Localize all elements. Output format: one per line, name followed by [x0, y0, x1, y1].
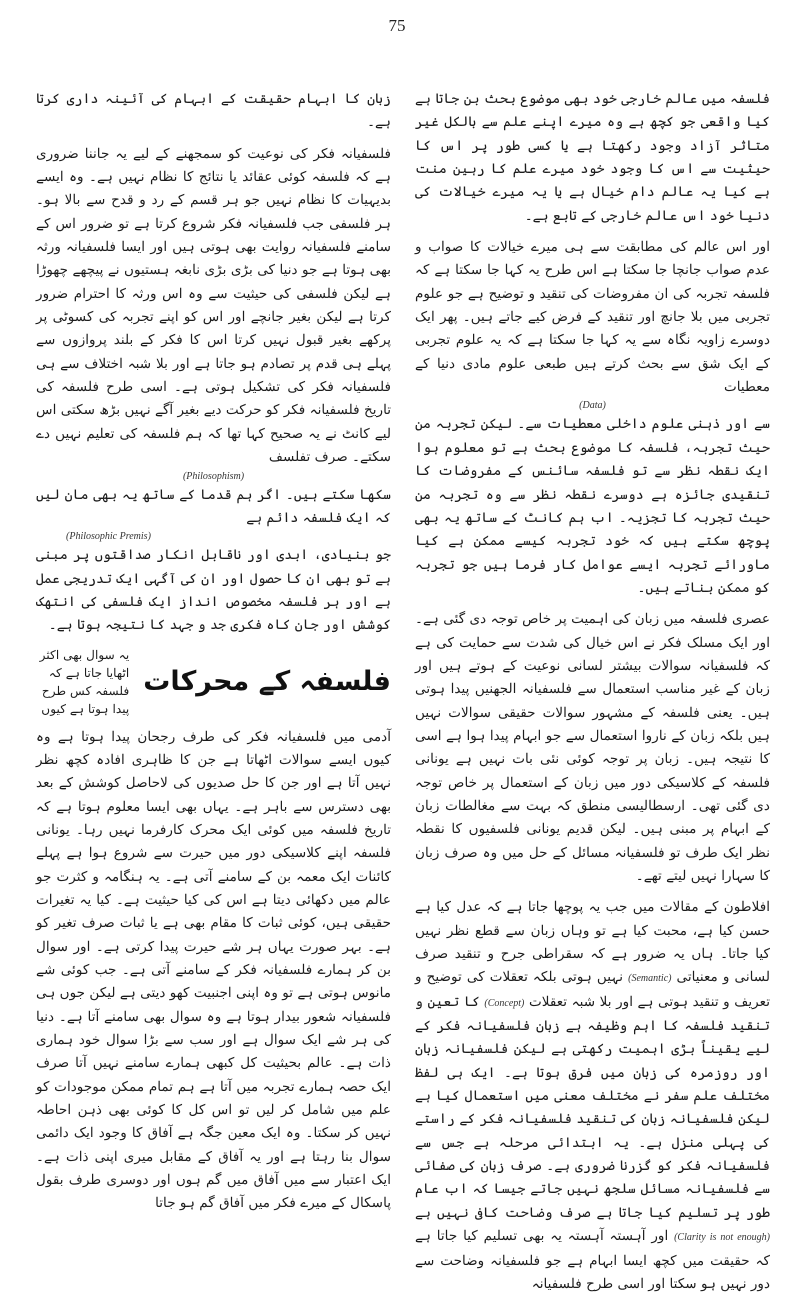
paragraph: [415, 236, 770, 399]
paragraph: زبان کا ابہام حقیقت کے ابہام کی آئینہ داری کرتا ہے۔: [36, 91, 391, 131]
paragraph: آدمی میں فلسفیانہ فکر کی طرف رجحان پیدا ہوتا ہے وہ کیوں ایسے سوالات اٹھاتا ہے جن کا ظاہری افادہ کچھ نظر نہیں آتا ہے اور جن کا حل صدیوں کی لاحاصل کوشش کے بعد بھی دسترس سے باہر ہے۔ یہاں بھی ایسا معلوم ہوتا ہے کہ تاریخ فلسفہ میں کوئی ایک محرک کارفرما نہیں رہا۔ یونانی فلسفہ اپنے کلاسیکی دور میں حیرت سے شروع ہوا ہے پہلے کائنات ایک معمہ بن کے سامنے آتی ہے۔ یہ ہنگامہ و کثرت جو عالم میں دکھائی دیتا ہے اس کی کیا حیثیت ہے۔ کیا یہ تغیرات حقیقی ہیں، کوئی ثبات کا مقام بھی ہے یا ثبات صرف تغیر کو ہے۔ بہر صورت یہاں ہر شے حیرت پیدا کرتی ہے۔ اور سوال بن کر ہمارے فلسفیانہ فکر کے سامنے آتی ہے۔ جب کوئی شے مانوس ہوتی ہے تو وہ اپنی اجنبیت کھو دیتی ہے لیکن جوں ہی فلسفیانہ شعور بیدار ہوتا ہے وہ سوال بھی سامنے آتا ہے۔ دنیا کی ہر شے ایک سوال ہے اور سب سے بڑا سوال خود ہماری ذات ہے۔ عالم بحیثیت کل کبھی ہمارے سامنے نہیں آتا صرف ایک حصہ ہمارے تجربہ میں آتا ہے ہم تمام ممکن موجودات کو علم میں شامل کر لیں تو اس کل کا کوئی بھی ذہن احاطہ نہیں کر سکتا۔ وہ ایک معین جگہ ہے آفاق کا وجود ایک دائمی سوال بنا رہتا ہے اور یہ آفاق کے مقابل میری اپنی ذات ہے۔ ایک اعتبار سے میں آفاق میں گم ہوں اور دوسری طرف بقول پاسکال کے میرے فکر میں آفاق گم ہو جاتا: [36, 728, 391, 1212]
paragraph: جو بنیادی، ابدی اور ناقابل انکار صداقتوں پر مبنی ہے تو بھی ان کا حصول اور ان کی آگہی ایک تدریجی عمل ہے اور ہر فلسفہ مخصوص انداز ایک فلسفی کی انتھک کوشش اور جان کاہ فکری جد و جہد کا نتیجہ ہوتا ہے۔: [36, 547, 391, 634]
paragraph: [36, 143, 391, 470]
english-gloss-data: (Data): [579, 400, 606, 412]
paragraph-text: فلسفیانہ فکر کی نوعیت کو سمجھنے کے لیے یہ جاننا ضروری ہے کہ فلسفہ کوئی عقائد یا نتائج کا نظام نہیں ہے۔ وہ ایسے بدیہیات کا نظام نہیں جو ہر قسم کے رد و قدح سے بالا ہو۔ ہر فلسفی جب فلسفیانہ فکر شروع کرتا ہے تو ضرور اس کے سامنے فلسفیانہ روایت بھی ہوتی ہیں اور ایسا فلسفیانہ ورثہ بھی ہوتا ہے جو دنیا کی بڑی بڑی نابغہ ہستیوں نے پیچھے چھوڑا ہے لیکن فلسفی کی حیثیت سے وہ اس ورثہ کا احترام ضرور کرتا ہے لیکن بغیر جانچے اور اس کو اپنے تجربہ کی کسوٹی پر پرکھے بغیر قبول نہیں کرتا اس کا فکر کے بلند پروازوں سے پہلے ہی قدم پر تصادم ہو جاتا ہے اور بلا شبہ اختلاف سے ہی فلسفیانہ فکر کی تشکیل ہوتی ہے۔ اسی طرح فلسفہ کی تاریخ فلسفیانہ فکر کو حرکت دیے بغیر آگے نہیں بڑھ سکتی اس لیے کانٹ نے یہ صحیح کہا تھا کہ ہم فلسفہ کی تعلیم نہیں دے سکتے۔ صرف تفلسف: [36, 145, 391, 466]
paragraph-text: افلاطون کے مقالات میں جب یہ پوچھا جاتا ہے کہ عدل کیا ہے حسن کیا ہے، محبت کیا ہے تو وہاں زبان سے قطع نظر نہیں کیا جاتا۔ ہاں یہ ضرور ہے کہ سقراطی جرح و تنقید صرف لسانی و معنیاتی: [415, 899, 771, 986]
paragraph: سکھا سکتے ہیں۔ اگر ہم قدما کے ساتھ یہ بھی مان لیں کہ ایک فلسفہ دائم ہے: [36, 486, 391, 526]
section-heading-row: [36, 646, 391, 718]
english-gloss-semantic: (Semantic): [628, 973, 672, 985]
paragraph: عصری فلسفہ میں زبان کی اہمیت پر خاص توجہ دی گئی ہے۔ اور ایک مسلک فکر نے اس خیال کی شدت سے حمایت کی ہے کہ فلسفیانہ سوالات بیشتر لسانی نوعیت کے ہوتے ہیں اور زبان کے غیر مناسب استعمال سے فلسفیانہ الجھنیں پیدا ہوتی ہیں۔ یعنی فلسفہ کے مشہور سوالات حقیقی سوالات نہیں ہیں بلکہ زبان کے ناروا استعمال سے جو ابہام پیدا ہوا ہے اسی کا نتیجہ ہیں۔ زبان پر توجہ کوئی نئی بات نہیں ہے یونانی فلسفہ کے کلاسیکی دور میں زبان کے استعمال پر خاص توجہ دی گئی تھی۔ ارسطالیسی منطق کہ بہت سے مغالطات زبان کے ابہام پر مبنی ہیں۔ لیکن قدیم یونانی فلسفیوں کا نقطہ نظر ایک طرف تو فلسفیانہ مسائل کے حل میں وہ صرف زبان کا سہارا نہیں لیتے تھے۔: [415, 611, 770, 884]
paragraph-text: اور آہستہ آہستہ یہ بھی تسلیم کیا جاتا ہے کہ حقیقت میں کچھ ایسا ابہام ہے جو فلسفیانہ وضاحت سے دور نہیں ہو سکتا اور اسی طرح فلسفیانہ: [415, 1228, 770, 1292]
paragraph-text: اور اس عالم کی مطابقت سے ہی میرے خیالات کا صواب و عدم صواب جانچا جا سکتا ہے اس طرح یہ کہا جا سکتا ہے کہ فلسفہ تجربہ کی ان مفروضات کی تنقید و توضیح ہے جو علوم تجربی میں بلا جانچ اور تنقید کے فرض کیے جاتے ہیں۔ پھر ایک دوسرے زاویہ نگاہ سے یہ کہا جا سکتا ہے کہ یہ علوم تجربی کے ایک شق سے بحث کرتے ہیں طبعی علوم مادی دنیا کے معطیات: [415, 239, 770, 396]
english-gloss-concept: (Concept): [484, 997, 525, 1009]
paragraph: سے اور ذہنی علوم داخلی معطیات سے۔ لیکن تجربہ من حیث تجربہ، فلسفہ کا موضوع بحث ہے تو معلوم ہوا ایک نقطہ نظر سے تو فلسفہ سائنس کے مفروضات کا تنقیدی جائزہ ہے دوسرے نقطہ نظر سے وہ تجربہ من حیث تجربہ کا تجزیہ۔ اب ہم کانٹ کے ساتھ یہ بھی پوچھ سکتے ہیں کہ خود تجربہ کیسے ممکن ہے کیا ماورائے تجربہ ایسے عوامل کار فرما ہیں جو تجربہ کو ممکن بناتے ہیں۔: [415, 416, 770, 596]
paragraph-text: کا تعین و تنقید فلسفہ کا اہم وظیفہ ہے زبان فلسفیانہ فکر کے لیے یقیناً بڑی اہمیت رکھتی ہے لیکن فلسفیانہ زبان اور روزمرہ کی زبان میں فرق ہوتا ہے۔ ایک ہی لفظ مختلف علم سفر نے مختلف معنی میں استعمال کیا ہے لیکن فلسفیانہ زبان کی تنقید فلسفیانہ فکر کے راستے کی پہلی منزل ہے۔ یہ ابتدائی مرحلہ ہے جس سے فلسفیانہ فکر کو گزرنا ضروری ہے۔ صرف زبان کی صفائی سے فلسفیانہ مسائل سلجھ نہیں جاتے جیسا کہ اب عام طور پر تسلیم کیا جاتا ہے صرف وضاحت کافی نہیں ہے: [415, 993, 770, 1221]
section-heading: فلسفہ کے محرکات: [143, 665, 391, 697]
right-text-column: [415, 88, 770, 1296]
paragraph-text: نہیں ہوتی بلکہ تعقلات کی توضیح و تعریف و تنقید ہوتی ہے اور بلا شبہ تعقلات: [415, 969, 770, 1010]
paragraph: [415, 896, 770, 1296]
english-gloss-clarity: (Clarity is not enough): [674, 1232, 770, 1244]
paragraph: فلسفہ میں عالم خارجی خود بھی موضوع بحث بن جاتا ہے کیا واقعی جو کچھ ہے وہ میرے اپنے علم سے بالکل غیر متاثر آزاد وجود رکھتا ہے یا کسی طور پر اس کا حیثیت سے اس کا وجود خود میرے علم کا رہین منت ہے کیا یہ عالم دام خیال ہے یا یہ میرے خیالات کی دنیا خود اس عالم خارجی کے تابع ہے۔: [415, 91, 770, 224]
page-number: 75: [388, 16, 406, 35]
english-gloss-philosophism: (Philosophism): [182, 470, 245, 482]
english-gloss-premis: (Philosophic Premis): [66, 531, 151, 543]
left-text-column: [36, 88, 391, 1216]
heading-side-note: یہ سوال بھی اکثر اٹھایا جاتا ہے کہ فلسفہ کس طرح پیدا ہوتا ہے کیوں: [39, 647, 130, 716]
